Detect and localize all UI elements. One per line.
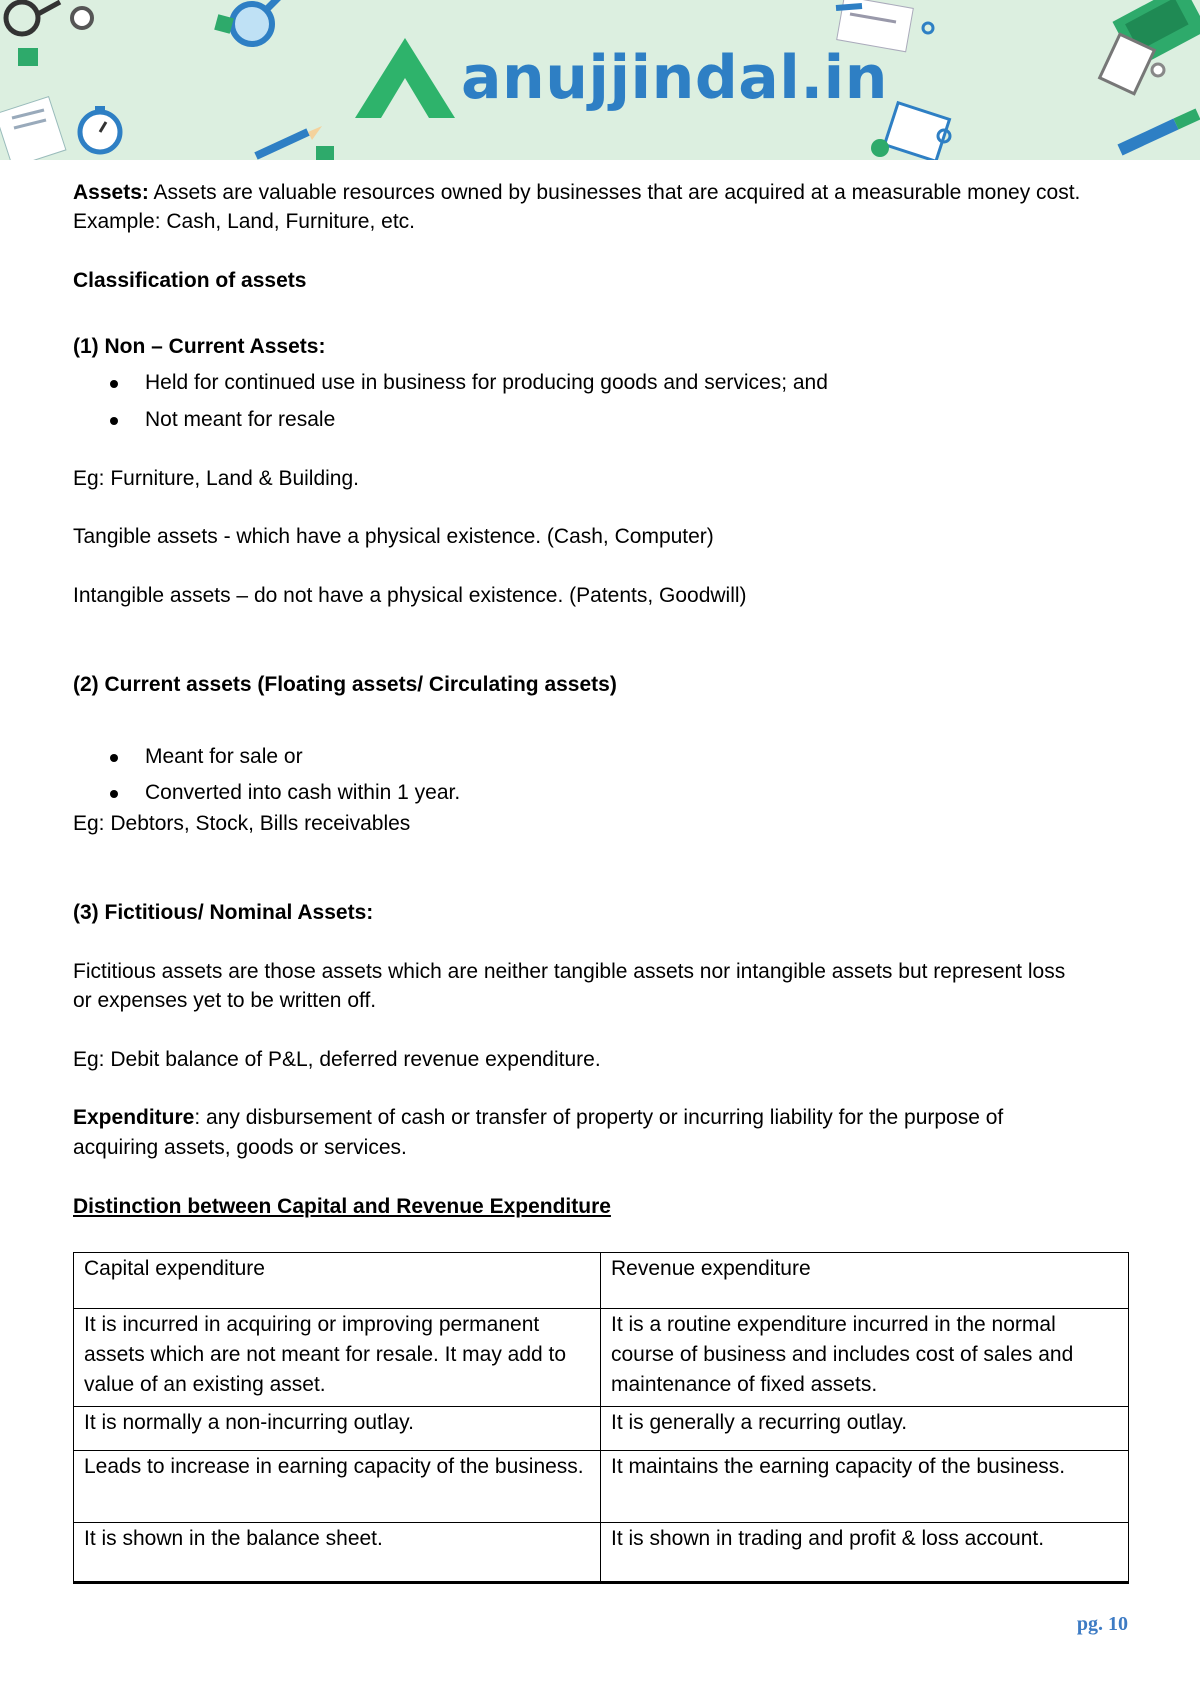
- table-cell: It is incurred in acquiring or improving permanent assets which are not meant for resale. It may add to value of an existing asset.: [74, 1309, 601, 1407]
- fictitious-example: Eg: Debit balance of P&L, deferred revenue expenditure.: [73, 1048, 601, 1071]
- table-row: [74, 1451, 1129, 1523]
- table-cell: It is shown in trading and profit & loss account.: [601, 1523, 1129, 1583]
- brand-logo[interactable]: [355, 38, 888, 118]
- intangible-text: Intangible assets – do not have a physical existence. (Patents, Goodwill): [73, 584, 747, 607]
- fictitious-line-2: or expenses yet to be written off.: [73, 989, 377, 1012]
- expenditure-definition: Expenditure: any disbursement of cash or transfer of property or incurring liability for the purpose of: [73, 1106, 1004, 1129]
- table-cell: It is generally a recurring outlay.: [601, 1407, 1129, 1451]
- expenditure-line-2: acquiring assets, goods or services.: [73, 1136, 407, 1159]
- brand-name: anujjindal.in: [461, 43, 888, 113]
- table-row: [74, 1309, 1129, 1407]
- expenditure-label: Expenditure: [73, 1106, 195, 1129]
- pencil-icon: [256, 126, 322, 156]
- table-cell: It is normally a non-incurring outlay.: [74, 1407, 601, 1451]
- table-header-cell: Revenue expenditure: [601, 1253, 1129, 1309]
- pen-icon: [836, 6, 862, 8]
- table-cell: Leads to increase in earning capacity of the business.: [74, 1451, 601, 1523]
- bullet-icon: [110, 417, 118, 425]
- assets-label: Assets:: [73, 181, 149, 204]
- fictitious-line-1: Fictitious assets are those assets which are neither tangible assets nor intangible assets but represent loss: [73, 960, 1066, 983]
- bullet-icon: [110, 380, 118, 388]
- distinction-heading: Distinction between Capital and Revenue Expenditure: [73, 1195, 611, 1218]
- logo-mark-icon: [355, 38, 455, 118]
- fictitious-heading: (3) Fictitious/ Nominal Assets:: [73, 901, 374, 924]
- table-cell: It is shown in the balance sheet.: [74, 1523, 601, 1583]
- sticky-note-icon: [18, 48, 38, 66]
- bullet-icon: [110, 754, 118, 762]
- bullet-icon: [110, 790, 118, 798]
- non-current-heading: (1) Non – Current Assets:: [73, 335, 326, 358]
- glasses-icon: [6, 2, 60, 34]
- assets-definition: [73, 178, 1080, 208]
- magnifier-icon: [232, 0, 282, 44]
- classification-heading: Classification of assets: [73, 269, 307, 292]
- page-number: pg. 10: [1076, 1613, 1128, 1635]
- highlighter-icon: [1120, 114, 1198, 150]
- header-banner: [0, 0, 1200, 160]
- stopwatch-icon: [80, 106, 120, 152]
- pushpin-icon: [72, 8, 92, 28]
- expenditure-comparison-table: [73, 1252, 1129, 1584]
- non-current-example: Eg: Furniture, Land & Building.: [73, 467, 360, 490]
- assets-text: Assets are valuable resources owned by businesses that are acquired at a measurable money cost.: [148, 181, 1081, 204]
- table-cell: It is a routine expenditure incurred in the normal course of business and includes cost of sales and maintenance of fixed assets.: [601, 1309, 1129, 1407]
- document-icon: [0, 97, 66, 160]
- table-header-cell: Capital expenditure: [74, 1253, 601, 1309]
- table-row: [74, 1523, 1129, 1583]
- table-cell: It maintains the earning capacity of the business.: [601, 1451, 1129, 1523]
- assets-example: Example: Cash, Land, Furniture, etc.: [73, 210, 415, 233]
- current-example: Eg: Debtors, Stock, Bills receivables: [73, 812, 411, 835]
- table-header-row: [74, 1253, 1129, 1309]
- tangible-text: Tangible assets - which have a physical existence. (Cash, Computer): [73, 525, 714, 548]
- table-row: [74, 1407, 1129, 1451]
- current-heading: (2) Current assets (Floating assets/ Circulating assets): [73, 673, 617, 696]
